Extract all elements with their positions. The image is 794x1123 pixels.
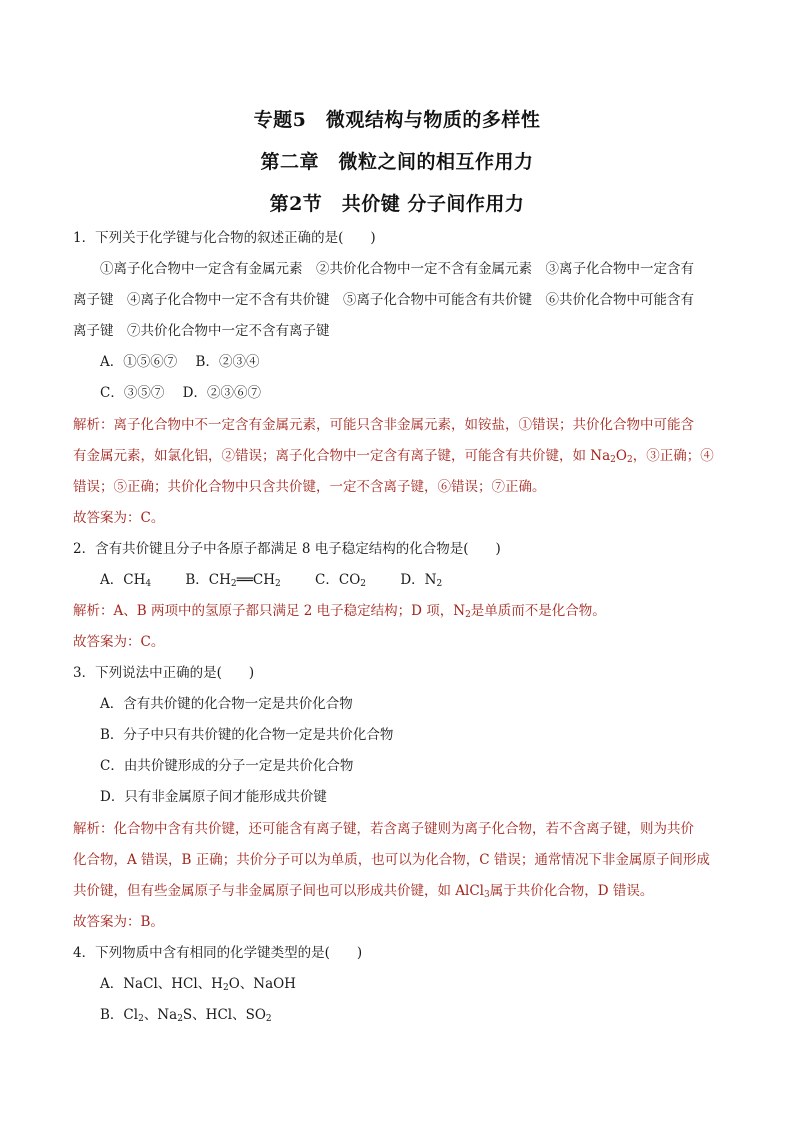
question-3-analysis-line: 共价键，但有些金属原子与非金属原子间也可以形成共价键，如 AlCl$_3$属于共价化合物，D 错误。 <box>73 883 654 900</box>
option-b: B．$Cl_2$、$Na_2S$、HCl、$SO_2$ <box>100 1007 272 1024</box>
option-a: A．含有共价键的化合物一定是共价化合物 <box>100 696 353 712</box>
option-c: C．③⑤⑦ <box>100 385 165 401</box>
question-3-answer: 故答案为：B。 <box>73 914 164 930</box>
option-a: A．①⑤⑥⑦ <box>100 354 178 370</box>
section-title: 第2节 共价键 分子间作用力 <box>269 193 525 215</box>
question-2-answer: 故答案为：C。 <box>73 634 165 650</box>
topic-title: 专题5 微观结构与物质的多样性 <box>253 109 541 131</box>
option-d: D．只有非金属原子间才能形成共价键 <box>100 789 327 805</box>
option-c: C．$CO_2$ <box>315 572 367 589</box>
option-b: B．②③④ <box>195 354 260 370</box>
question-1-analysis-line: 错误；⑤正确；共价化合物中只含共价键，一定不含离子键，⑥错误；⑦正确。 <box>73 479 546 495</box>
question-2-options-row <box>100 571 760 589</box>
question-2-analysis-line: 解析：A、B 两项中的氢原子都只满足 2 电子稳定结构；D 项，$N_2$是单质而不是化合物。 <box>73 603 606 620</box>
question-1-answer: 故答案为：C。 <box>73 510 165 526</box>
option-b: B．分子中只有共价键的化合物一定是共价化合物 <box>100 727 394 743</box>
option-b: B．$CH_2══CH_2$ <box>185 572 281 589</box>
question-1-statement-line: 离子键 ④离子化合物中一定不含有共价键 ⑤离子化合物中可能含有共价键 ⑥共价化合物中可能含有 <box>73 292 694 308</box>
chapter-title: 第二章 微粒之间的相互作用力 <box>260 151 534 173</box>
option-c: C．由共价键形成的分子一定是共价化合物 <box>100 758 354 774</box>
question-1-options-row <box>100 384 760 402</box>
question-1-statement-line: ①离子化合物中一定含有金属元素 ②共价化合物中一定不含有金属元素 ③离子化合物中一定含有 <box>100 261 694 277</box>
option-a: A．NaCl、HCl、$H_2O$、NaOH <box>100 976 296 993</box>
question-3-analysis-line: 化合物，A 错误，B 正确；共价分子可以为单质，也可以为化合物，C 错误；通常情况下非金属原子间形成 <box>73 852 710 868</box>
option-a: A．$CH_4$ <box>100 572 152 589</box>
question-3-stem: 3．下列说法中正确的是( ) <box>73 665 255 681</box>
question-1-stem: 1．下列关于化学键与化合物的叙述正确的是( ) <box>73 230 376 246</box>
question-1-analysis-line: 有金属元素，如氯化铝，②错误；离子化合物中一定含有离子键，可能含有共价键，如 $Na_2O_2$，③正确；④ <box>73 448 714 465</box>
question-1-statement-line: 离子键 ⑦共价化合物中一定不含有离子键 <box>73 323 330 339</box>
question-1-options-row <box>100 353 760 371</box>
option-d: D．②③⑥⑦ <box>182 385 261 401</box>
question-4-stem: 4．下列物质中含有相同的化学键类型的是( ) <box>73 945 363 961</box>
option-d: D．$N_2$ <box>400 572 443 589</box>
question-3-analysis-line: 解析：化合物中含有共价键，还可能含有离子键，若含离子键则为离子化合物，若不含离子键，则为共价 <box>73 821 694 837</box>
question-1-analysis-line: 解析：离子化合物中不一定含有金属元素，可能只含非金属元素，如铵盐，①错误；共价化合物中可能含 <box>73 417 694 433</box>
question-2-stem: 2．含有共价键且分子中各原子都满足 8 电子稳定结构的化合物是( ) <box>73 541 501 557</box>
